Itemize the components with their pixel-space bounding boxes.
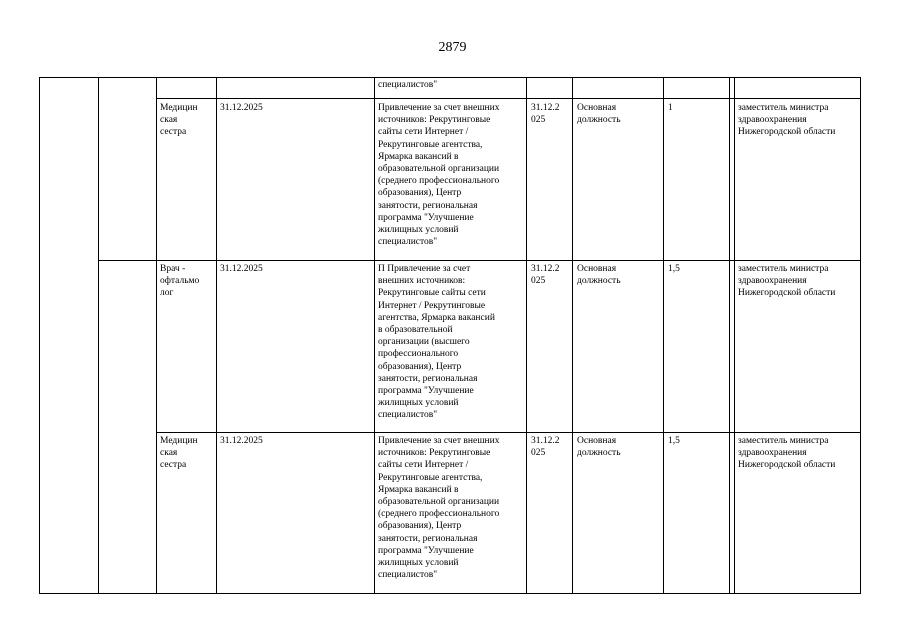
col-border-7 (663, 77, 664, 594)
table-row-2-date: 31.12.2 025 (531, 264, 560, 287)
table-row-2-position: Врач - офтальмо лог (160, 264, 200, 299)
table-row-1-date: 31.12.2 025 (531, 103, 560, 126)
table-bottom-border (39, 593, 861, 594)
col-border-8 (729, 77, 730, 594)
table-row-3-responsible: заместитель министра здравоохранения Нижегородской области (738, 436, 836, 471)
col-border-2 (156, 77, 157, 594)
col-border-3 (216, 77, 217, 594)
table-row-2-rate: 1,5 (668, 264, 680, 274)
measures-continuation: специалистов" (378, 80, 438, 90)
row-divider-2 (98, 260, 861, 261)
col-border-10 (860, 77, 861, 594)
staffing-table (39, 77, 861, 594)
table-top-border (39, 77, 861, 78)
table-row-3-rate: 1,5 (668, 436, 680, 446)
col-border-6 (572, 77, 573, 594)
col-border-4 (374, 77, 375, 594)
col-border-5 (526, 77, 527, 594)
table-row-3-deadline: 31.12.2025 (220, 436, 263, 446)
table-row-2-job-type: Основная должность (577, 264, 621, 287)
table-row-2-measures: П Привлечение за счет внешних источников: Рекрутинговые сайты сети Интернет / Рекрутинговые агентства, Ярмарка вакансий в образовательной организации (высшего профессионального образования), Центр занятости, региональная программа "Улучшение жилищных условий специалистов" (378, 264, 495, 421)
table-row-3-measures: Привлечение за счет внешних источников: Рекрутинговые сайты сети Интернет / Рекрутинговые агентства, Ярмарка вакансий в образовательной организации (среднего профессионального образования), Центр занятости, региональная программа "Улучшение жилищных условий специалистов" (378, 436, 500, 581)
table-row-3-date: 31.12.2 025 (531, 436, 560, 459)
col-border-0 (39, 77, 40, 594)
col-border-1 (98, 77, 99, 594)
table-row-1-position: Медицин ская сестра (160, 103, 198, 138)
table-row-1-measures: Привлечение за счет внешних источников: Рекрутинговые сайты сети Интернет / Рекрутинговые агентства, Ярмарка вакансий в образовательной организации (среднего профессионального образования), Центр занятости, региональная программа "Улучшение жилищных условий специалистов" (378, 103, 500, 248)
table-row-1-job-type: Основная должность (577, 103, 621, 126)
table-row-2-deadline: 31.12.2025 (220, 264, 263, 274)
page-number: 2879 (438, 40, 467, 55)
table-row-3-position: Медицин ская сестра (160, 436, 198, 471)
table-row-3-job-type: Основная должность (577, 436, 621, 459)
table-row-1-deadline: 31.12.2025 (220, 103, 263, 113)
row-divider-3 (156, 432, 861, 433)
table-row-1-responsible: заместитель министра здравоохранения Нижегородской области (738, 103, 836, 138)
table-row-1-rate: 1 (668, 103, 673, 113)
row-divider-1 (156, 98, 861, 99)
table-row-2-responsible: заместитель министра здравоохранения Нижегородской области (738, 264, 836, 299)
col-border-9 (734, 77, 735, 594)
